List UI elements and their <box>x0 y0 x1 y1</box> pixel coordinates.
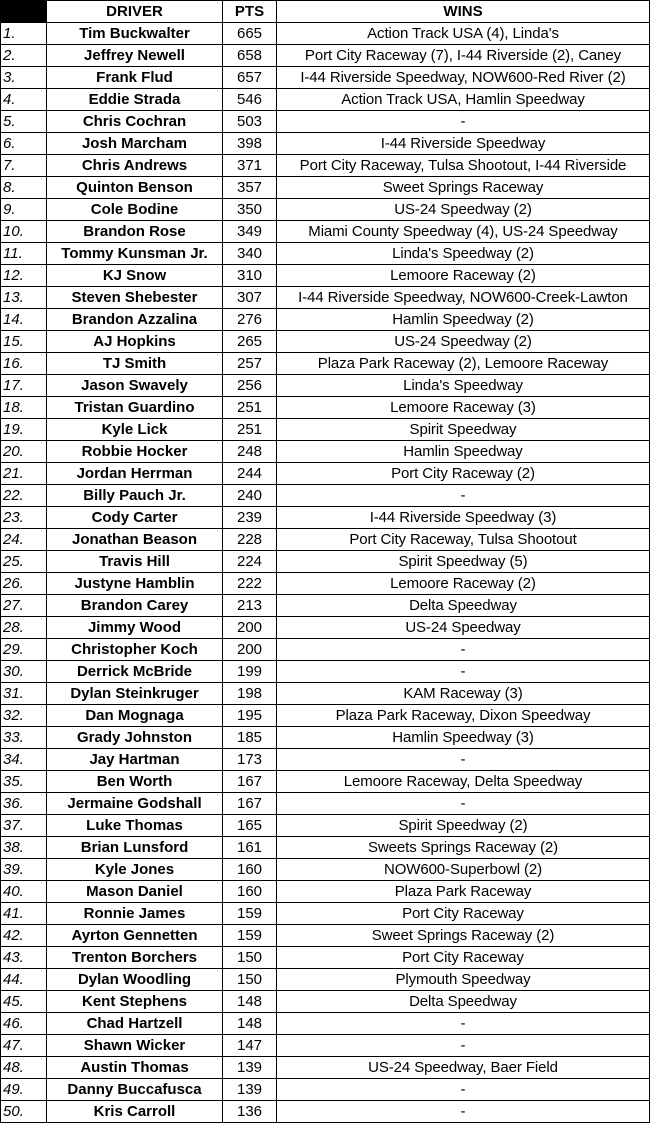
table-row <box>1 859 650 881</box>
driver-name-cell: Jimmy Wood <box>47 617 223 639</box>
position-cell: 49. <box>1 1079 47 1101</box>
corner-cell <box>1 1 47 23</box>
driver-name-cell: KJ Snow <box>47 265 223 287</box>
position-cell: 29. <box>1 639 47 661</box>
driver-name-cell: Jonathan Beason <box>47 529 223 551</box>
points-cell: 398 <box>223 133 277 155</box>
table-row <box>1 749 650 771</box>
table-row <box>1 551 650 573</box>
table-row <box>1 661 650 683</box>
wins-cell: Lemoore Raceway (2) <box>277 573 650 595</box>
points-cell: 665 <box>223 23 277 45</box>
table-row <box>1 331 650 353</box>
wins-cell: US-24 Speedway <box>277 617 650 639</box>
driver-name-cell: AJ Hopkins <box>47 331 223 353</box>
wins-cell: Hamlin Speedway (3) <box>277 727 650 749</box>
points-cell: 160 <box>223 881 277 903</box>
wins-cell: - <box>277 485 650 507</box>
wins-cell: US-24 Speedway (2) <box>277 331 650 353</box>
wins-cell: Lemoore Raceway, Delta Speedway <box>277 771 650 793</box>
wins-cell: - <box>277 1079 650 1101</box>
header-row <box>1 1 650 23</box>
points-cell: 310 <box>223 265 277 287</box>
table-row <box>1 1057 650 1079</box>
points-cell: 185 <box>223 727 277 749</box>
position-cell: 32. <box>1 705 47 727</box>
driver-name-cell: Jordan Herrman <box>47 463 223 485</box>
points-cell: 257 <box>223 353 277 375</box>
driver-name-cell: Ben Worth <box>47 771 223 793</box>
points-cell: 307 <box>223 287 277 309</box>
position-cell: 16. <box>1 353 47 375</box>
wins-cell: Sweet Springs Raceway (2) <box>277 925 650 947</box>
driver-name-cell: Steven Shebester <box>47 287 223 309</box>
table-row <box>1 881 650 903</box>
driver-name-cell: Dan Mognaga <box>47 705 223 727</box>
wins-cell: KAM Raceway (3) <box>277 683 650 705</box>
table-row <box>1 793 650 815</box>
wins-cell: Port City Raceway, Tulsa Shootout, I-44 Riverside <box>277 155 650 177</box>
table-header <box>1 1 650 23</box>
points-cell: 198 <box>223 683 277 705</box>
points-cell: 228 <box>223 529 277 551</box>
wins-cell: - <box>277 793 650 815</box>
position-cell: 47. <box>1 1035 47 1057</box>
wins-column-header: WINS <box>277 1 650 23</box>
position-cell: 18. <box>1 397 47 419</box>
wins-cell: NOW600-Superbowl (2) <box>277 859 650 881</box>
wins-cell: I-44 Riverside Speedway <box>277 133 650 155</box>
driver-name-cell: Jermaine Godshall <box>47 793 223 815</box>
points-cell: 248 <box>223 441 277 463</box>
driver-name-cell: Ayrton Gennetten <box>47 925 223 947</box>
table-row <box>1 111 650 133</box>
position-cell: 4. <box>1 89 47 111</box>
wins-cell: Lemoore Raceway (3) <box>277 397 650 419</box>
points-cell: 150 <box>223 947 277 969</box>
wins-cell: Miami County Speedway (4), US-24 Speedway <box>277 221 650 243</box>
points-cell: 503 <box>223 111 277 133</box>
wins-cell: Delta Speedway <box>277 991 650 1013</box>
driver-name-cell: Austin Thomas <box>47 1057 223 1079</box>
wins-cell: Linda's Speedway <box>277 375 650 397</box>
points-cell: 251 <box>223 397 277 419</box>
position-cell: 39. <box>1 859 47 881</box>
position-cell: 15. <box>1 331 47 353</box>
wins-cell: Sweet Springs Raceway <box>277 177 650 199</box>
position-cell: 50. <box>1 1101 47 1123</box>
table-row <box>1 595 650 617</box>
table-row <box>1 507 650 529</box>
wins-cell: - <box>277 661 650 683</box>
position-cell: 26. <box>1 573 47 595</box>
position-cell: 20. <box>1 441 47 463</box>
position-cell: 27. <box>1 595 47 617</box>
position-cell: 21. <box>1 463 47 485</box>
driver-name-cell: Kyle Lick <box>47 419 223 441</box>
table-row <box>1 925 650 947</box>
driver-name-cell: Justyne Hamblin <box>47 573 223 595</box>
points-cell: 224 <box>223 551 277 573</box>
points-cell: 159 <box>223 925 277 947</box>
position-cell: 9. <box>1 199 47 221</box>
position-cell: 17. <box>1 375 47 397</box>
table-row <box>1 23 650 45</box>
driver-column-header: DRIVER <box>47 1 223 23</box>
table-row <box>1 771 650 793</box>
position-cell: 30. <box>1 661 47 683</box>
driver-name-cell: Brian Lunsford <box>47 837 223 859</box>
driver-name-cell: Trenton Borchers <box>47 947 223 969</box>
position-cell: 44. <box>1 969 47 991</box>
driver-name-cell: Travis Hill <box>47 551 223 573</box>
position-cell: 1. <box>1 23 47 45</box>
position-cell: 38. <box>1 837 47 859</box>
points-cell: 167 <box>223 793 277 815</box>
wins-cell: US-24 Speedway (2) <box>277 199 650 221</box>
driver-name-cell: Chad Hartzell <box>47 1013 223 1035</box>
driver-name-cell: Ronnie James <box>47 903 223 925</box>
points-cell: 546 <box>223 89 277 111</box>
position-cell: 6. <box>1 133 47 155</box>
wins-cell: Spirit Speedway <box>277 419 650 441</box>
table-row <box>1 529 650 551</box>
table-row <box>1 705 650 727</box>
position-cell: 3. <box>1 67 47 89</box>
table-body <box>1 23 650 1123</box>
wins-cell: Action Track USA (4), Linda's <box>277 23 650 45</box>
position-cell: 7. <box>1 155 47 177</box>
wins-cell: - <box>277 1013 650 1035</box>
driver-name-cell: Christopher Koch <box>47 639 223 661</box>
position-cell: 13. <box>1 287 47 309</box>
table-row <box>1 683 650 705</box>
wins-cell: Plaza Park Raceway, Dixon Speedway <box>277 705 650 727</box>
position-cell: 19. <box>1 419 47 441</box>
points-cell: 139 <box>223 1057 277 1079</box>
table-row <box>1 441 650 463</box>
table-row <box>1 309 650 331</box>
wins-cell: - <box>277 639 650 661</box>
points-cell: 350 <box>223 199 277 221</box>
driver-name-cell: Eddie Strada <box>47 89 223 111</box>
points-cell: 200 <box>223 639 277 661</box>
driver-name-cell: Quinton Benson <box>47 177 223 199</box>
table-row <box>1 969 650 991</box>
driver-name-cell: Jeffrey Newell <box>47 45 223 67</box>
table-row <box>1 287 650 309</box>
wins-cell: I-44 Riverside Speedway, NOW600-Red River (2) <box>277 67 650 89</box>
position-cell: 34. <box>1 749 47 771</box>
driver-name-cell: Chris Andrews <box>47 155 223 177</box>
wins-cell: I-44 Riverside Speedway (3) <box>277 507 650 529</box>
wins-cell: - <box>277 1101 650 1123</box>
driver-name-cell: Dylan Steinkruger <box>47 683 223 705</box>
position-cell: 43. <box>1 947 47 969</box>
points-cell: 148 <box>223 1013 277 1035</box>
table-row <box>1 221 650 243</box>
table-row <box>1 1035 650 1057</box>
points-cell: 265 <box>223 331 277 353</box>
wins-cell: I-44 Riverside Speedway, NOW600-Creek-Lawton <box>277 287 650 309</box>
driver-name-cell: Tim Buckwalter <box>47 23 223 45</box>
position-cell: 42. <box>1 925 47 947</box>
driver-name-cell: Kris Carroll <box>47 1101 223 1123</box>
driver-name-cell: Robbie Hocker <box>47 441 223 463</box>
points-column-header: PTS <box>223 1 277 23</box>
wins-cell: Linda's Speedway (2) <box>277 243 650 265</box>
points-cell: 150 <box>223 969 277 991</box>
table-row <box>1 1101 650 1123</box>
driver-name-cell: Derrick McBride <box>47 661 223 683</box>
table-row <box>1 45 650 67</box>
position-cell: 41. <box>1 903 47 925</box>
points-cell: 251 <box>223 419 277 441</box>
points-cell: 340 <box>223 243 277 265</box>
table-row <box>1 177 650 199</box>
position-cell: 5. <box>1 111 47 133</box>
driver-name-cell: Dylan Woodling <box>47 969 223 991</box>
table-row <box>1 947 650 969</box>
position-cell: 31. <box>1 683 47 705</box>
wins-cell: Action Track USA, Hamlin Speedway <box>277 89 650 111</box>
table-row <box>1 837 650 859</box>
driver-name-cell: Billy Pauch Jr. <box>47 485 223 507</box>
wins-cell: Lemoore Raceway (2) <box>277 265 650 287</box>
position-cell: 11. <box>1 243 47 265</box>
table-row <box>1 353 650 375</box>
points-cell: 160 <box>223 859 277 881</box>
position-cell: 8. <box>1 177 47 199</box>
driver-name-cell: Josh Marcham <box>47 133 223 155</box>
wins-cell: Port City Raceway <box>277 947 650 969</box>
table-row <box>1 815 650 837</box>
points-cell: 222 <box>223 573 277 595</box>
points-cell: 244 <box>223 463 277 485</box>
position-cell: 28. <box>1 617 47 639</box>
table-row <box>1 199 650 221</box>
table-row <box>1 463 650 485</box>
points-cell: 256 <box>223 375 277 397</box>
points-cell: 148 <box>223 991 277 1013</box>
wins-cell: Port City Raceway (7), I-44 Riverside (2), Caney <box>277 45 650 67</box>
table-row <box>1 419 650 441</box>
points-cell: 167 <box>223 771 277 793</box>
wins-cell: Spirit Speedway (5) <box>277 551 650 573</box>
points-cell: 195 <box>223 705 277 727</box>
points-cell: 159 <box>223 903 277 925</box>
table-row <box>1 1013 650 1035</box>
points-cell: 136 <box>223 1101 277 1123</box>
position-cell: 23. <box>1 507 47 529</box>
table-row <box>1 133 650 155</box>
driver-name-cell: Cole Bodine <box>47 199 223 221</box>
driver-name-cell: Brandon Azzalina <box>47 309 223 331</box>
driver-name-cell: Kyle Jones <box>47 859 223 881</box>
position-cell: 46. <box>1 1013 47 1035</box>
position-cell: 40. <box>1 881 47 903</box>
points-cell: 213 <box>223 595 277 617</box>
driver-name-cell: Danny Buccafusca <box>47 1079 223 1101</box>
points-cell: 276 <box>223 309 277 331</box>
table-row <box>1 375 650 397</box>
driver-name-cell: Luke Thomas <box>47 815 223 837</box>
wins-cell: - <box>277 749 650 771</box>
driver-name-cell: Grady Johnston <box>47 727 223 749</box>
wins-cell: Port City Raceway, Tulsa Shootout <box>277 529 650 551</box>
position-cell: 24. <box>1 529 47 551</box>
points-cell: 657 <box>223 67 277 89</box>
table-row <box>1 727 650 749</box>
wins-cell: US-24 Speedway, Baer Field <box>277 1057 650 1079</box>
points-cell: 239 <box>223 507 277 529</box>
table-row <box>1 903 650 925</box>
position-cell: 14. <box>1 309 47 331</box>
wins-cell: Plymouth Speedway <box>277 969 650 991</box>
wins-cell: Sweets Springs Raceway (2) <box>277 837 650 859</box>
points-cell: 199 <box>223 661 277 683</box>
table-row <box>1 265 650 287</box>
wins-cell: Port City Raceway <box>277 903 650 925</box>
table-row <box>1 67 650 89</box>
position-cell: 12. <box>1 265 47 287</box>
wins-cell: Hamlin Speedway (2) <box>277 309 650 331</box>
table-row <box>1 89 650 111</box>
position-cell: 10. <box>1 221 47 243</box>
table-row <box>1 573 650 595</box>
driver-name-cell: Kent Stephens <box>47 991 223 1013</box>
wins-cell: Plaza Park Raceway <box>277 881 650 903</box>
driver-name-cell: Tommy Kunsman Jr. <box>47 243 223 265</box>
position-cell: 36. <box>1 793 47 815</box>
driver-name-cell: Jason Swavely <box>47 375 223 397</box>
position-cell: 35. <box>1 771 47 793</box>
wins-cell: Port City Raceway (2) <box>277 463 650 485</box>
position-cell: 33. <box>1 727 47 749</box>
points-cell: 658 <box>223 45 277 67</box>
driver-name-cell: Shawn Wicker <box>47 1035 223 1057</box>
position-cell: 37. <box>1 815 47 837</box>
driver-name-cell: Jay Hartman <box>47 749 223 771</box>
position-cell: 48. <box>1 1057 47 1079</box>
position-cell: 45. <box>1 991 47 1013</box>
driver-name-cell: Chris Cochran <box>47 111 223 133</box>
driver-name-cell: Brandon Rose <box>47 221 223 243</box>
table-row <box>1 485 650 507</box>
table-row <box>1 243 650 265</box>
points-cell: 139 <box>223 1079 277 1101</box>
points-cell: 371 <box>223 155 277 177</box>
wins-cell: Plaza Park Raceway (2), Lemoore Raceway <box>277 353 650 375</box>
table-row <box>1 617 650 639</box>
points-cell: 161 <box>223 837 277 859</box>
position-cell: 2. <box>1 45 47 67</box>
driver-name-cell: Brandon Carey <box>47 595 223 617</box>
wins-cell: Delta Speedway <box>277 595 650 617</box>
table-row <box>1 1079 650 1101</box>
points-cell: 147 <box>223 1035 277 1057</box>
wins-cell: Hamlin Speedway <box>277 441 650 463</box>
wins-cell: - <box>277 1035 650 1057</box>
table-row <box>1 155 650 177</box>
points-cell: 357 <box>223 177 277 199</box>
points-cell: 200 <box>223 617 277 639</box>
wins-cell: Spirit Speedway (2) <box>277 815 650 837</box>
points-cell: 349 <box>223 221 277 243</box>
table-row <box>1 991 650 1013</box>
driver-name-cell: Cody Carter <box>47 507 223 529</box>
driver-name-cell: Tristan Guardino <box>47 397 223 419</box>
position-cell: 25. <box>1 551 47 573</box>
points-cell: 173 <box>223 749 277 771</box>
table-row <box>1 639 650 661</box>
driver-name-cell: Frank Flud <box>47 67 223 89</box>
driver-name-cell: Mason Daniel <box>47 881 223 903</box>
driver-name-cell: TJ Smith <box>47 353 223 375</box>
points-cell: 165 <box>223 815 277 837</box>
wins-cell: - <box>277 111 650 133</box>
position-cell: 22. <box>1 485 47 507</box>
points-cell: 240 <box>223 485 277 507</box>
table-row <box>1 397 650 419</box>
